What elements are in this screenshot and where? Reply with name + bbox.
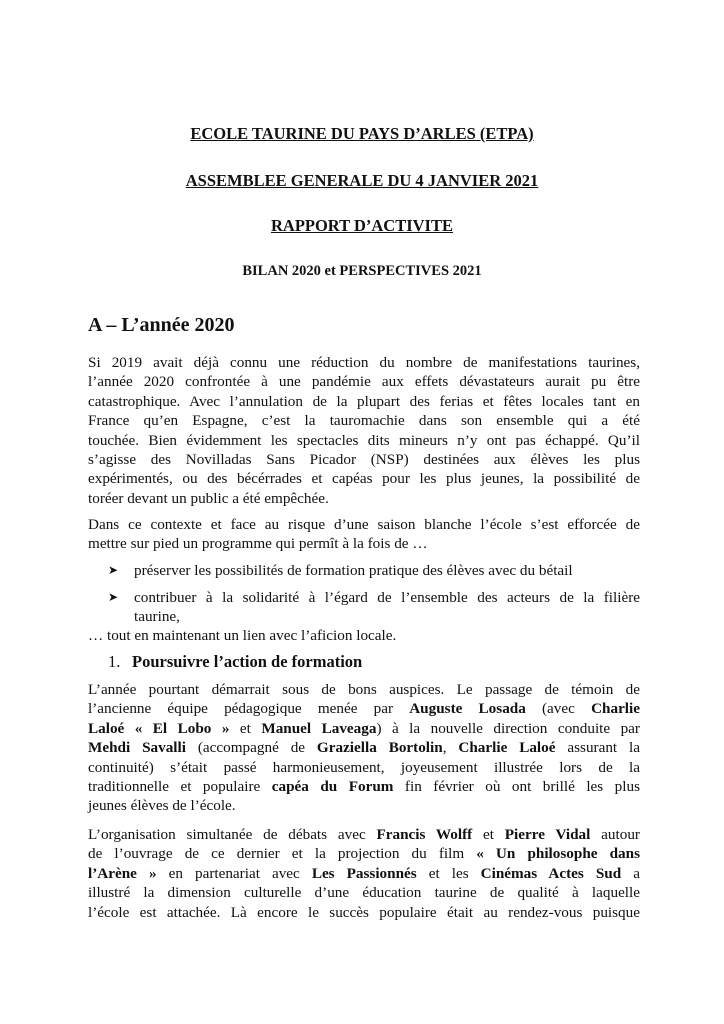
- text-line: l’année 2020 confrontée à une pandémie aux effets dévastateurs aurait pu être: [88, 373, 640, 391]
- text-line: … tout en maintenant un lien avec l’aficion locale.: [88, 627, 397, 644]
- text-line: l’Arène » en partenariat avec Les Passionnés et les Cinémas Actes Sud a: [88, 864, 640, 882]
- person-name: Manuel Laveaga: [261, 719, 377, 737]
- text-line: L’année pourtant démarrait sous de bons auspices. Le passage de témoin de: [88, 681, 640, 698]
- text-line: mettre sur pied un programme qui permît à la fois de …: [88, 535, 428, 553]
- bullet-text: contribuer à la solidarité à l’égard de l’ensemble des acteurs de la filière: [134, 589, 640, 606]
- text-line: l’ancienne équipe pédagogique menée par Auguste Losada (avec Charlie: [88, 700, 640, 718]
- film-title: « Un philosophe dans: [476, 845, 640, 863]
- arrow-bullet-icon: ➤: [108, 563, 119, 577]
- text-line: s’agisse des Novilladas Sans Picador (NSP) destinées aux élèves les plus: [88, 451, 640, 469]
- text-line: traditionnelle et populaire capéa du Forum fin février où ont brillé les plus: [88, 778, 640, 796]
- person-name: Charlie: [591, 700, 640, 718]
- bullet-text: préserver les possibilités de formation pratique des élèves avec du bétail: [134, 562, 573, 579]
- text-line: continuité) s’était passé harmonieusement, joyeusement illustrée lors de la: [88, 758, 640, 776]
- text-line: l’école est attachée. Là encore le succès populaire était au rendez-vous puisque: [88, 903, 640, 921]
- partner-name: Les Passionnés: [311, 864, 417, 882]
- text-line: France qu’en Espagne, c’est la tauromachie dans son ensemble qui a été: [88, 412, 640, 430]
- event-name: capéa du Forum: [271, 778, 394, 796]
- school-title: ECOLE TAURINE DU PAYS D’ARLES (ETPA): [190, 124, 534, 143]
- text-line: expérimentés, ou des bécérrades et capéas pour les plus jeunes, la possibilité de: [88, 470, 640, 488]
- text-line: illustré la dimension culturelle d’une éducation taurine de qualité à laquelle: [88, 884, 640, 902]
- person-name: Charlie Laloé: [458, 739, 556, 757]
- subsection-1-paragraph-2: [88, 825, 640, 922]
- text-line: toréer devant un public a été empêchée.: [88, 489, 329, 507]
- section-a-paragraph-1: [88, 353, 640, 508]
- assembly-title: ASSEMBLEE GENERALE DU 4 JANVIER 2021: [185, 171, 539, 190]
- text-line: jeunes élèves de l’école.: [88, 797, 236, 815]
- subsection-title: Poursuivre l’action de formation: [132, 652, 363, 671]
- person-name: Mehdi Savalli: [88, 739, 186, 757]
- text-line: de l’ouvrage de ce dernier et la projection du film « Un philosophe dans: [88, 845, 640, 863]
- subsection-number: 1.: [108, 652, 121, 671]
- text-line: L’organisation simultanée de débats avec Francis Wolff et Pierre Vidal autour: [88, 826, 640, 843]
- text-line: touchée. Bien évidemment les spectacles dits mineurs n’y ont pas échappé. Qu’il: [88, 431, 640, 449]
- text-line: catastrophique. Avec l’annulation de la plupart des ferias et fêtes locales tant en: [88, 392, 640, 410]
- text-line: Dans ce contexte et face au risque d’une saison blanche l’école s’est efforcée de: [88, 516, 640, 533]
- section-a-paragraph-2: [88, 515, 640, 554]
- text-line: Si 2019 avait déjà connu une réduction du nombre de manifestations taurines,: [88, 354, 640, 371]
- report-subtitle: BILAN 2020 et PERSPECTIVES 2021: [242, 263, 482, 279]
- text-line: Mehdi Savalli (accompagné de Graziella Bortolin, Charlie Laloé assurant la: [88, 739, 641, 757]
- section-a-closing: [88, 626, 640, 645]
- section-a-heading: A – L’année 2020: [88, 314, 235, 336]
- person-name: Laloé « El Lobo »: [88, 719, 230, 737]
- bullet-text: taurine,: [134, 608, 180, 626]
- person-name: Auguste Losada: [409, 700, 526, 718]
- person-name: Graziella Bortolin: [316, 739, 443, 757]
- report-title: RAPPORT D’ACTIVITE: [270, 216, 453, 235]
- film-title: l’Arène »: [88, 864, 157, 882]
- person-name: Pierre Vidal: [504, 826, 591, 843]
- subsection-1-heading: [108, 652, 362, 672]
- partner-name: Cinémas Actes Sud: [480, 864, 622, 882]
- person-name: Francis Wolff: [376, 826, 473, 843]
- arrow-bullet-icon: ➤: [108, 590, 119, 604]
- subsection-1-paragraph-1: [88, 680, 640, 816]
- text-line: Laloé « El Lobo » et Manuel Laveaga) à la nouvelle direction conduite par: [88, 719, 640, 737]
